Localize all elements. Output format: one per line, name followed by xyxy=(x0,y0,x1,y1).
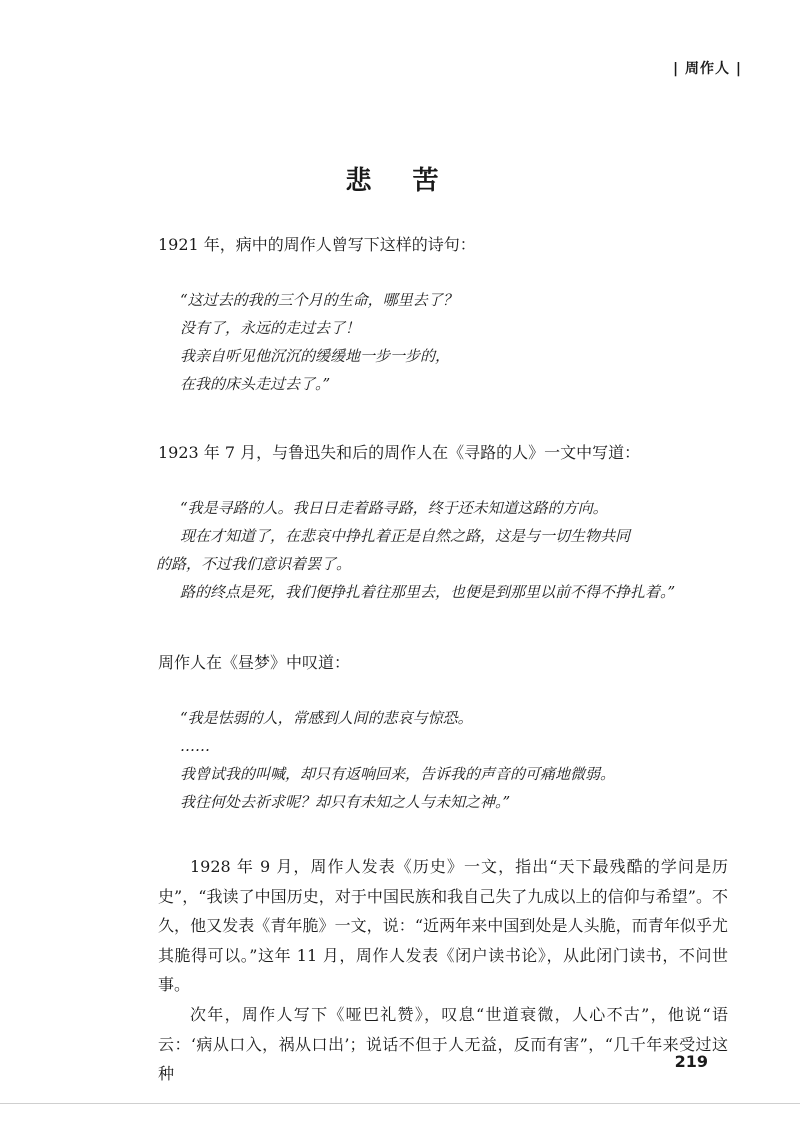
essay-quote xyxy=(180,704,725,816)
body-text xyxy=(158,852,728,1089)
section-intro: 周作人在《昼梦》中叹道： xyxy=(158,653,351,672)
quote-line: 的路，不过我们意识着罢了。 xyxy=(156,555,352,573)
page-number: 219 xyxy=(674,1052,708,1071)
body-paragraph: 次年，周作人写下《哑巴礼赞》，叹息“世道衰微，人心不古”，他说“语云：‘病从口入，祸从口出’；说话不但于人无益，反而有害”，“几千年来受过这种 xyxy=(158,1004,728,1084)
quote-line: 没有了，永远的走过去了！ xyxy=(180,319,361,337)
running-head: | 周作人 | xyxy=(673,61,742,77)
quote-line: …… xyxy=(180,737,210,755)
quote-line: 现在才知道了，在悲哀中挣扎着正是自然之路，这是与一切生物共同 xyxy=(180,527,631,545)
essay-quote xyxy=(156,494,725,606)
quote-line: 路的终点是死，我们便挣扎着往那里去，也便是到那里以前不得不挣扎着。” xyxy=(180,583,676,601)
quote-line: “我是寻路的人。我日日走着路寻路，终于还未知道这路的方向。 xyxy=(180,499,608,517)
chapter-title: 悲 苦 xyxy=(345,166,455,196)
quote-line: 我往何处去祈求呢？却只有未知之人与未知之神。” xyxy=(180,793,511,811)
quote-line: “这过去的我的三个月的生命，哪里去了？ xyxy=(180,291,458,309)
section-intro: 1921 年，病中的周作人曾写下这样的诗句： xyxy=(158,235,476,254)
body-paragraph: 1928 年 9 月，周作人发表《历史》一文，指出“天下最残酷的学问是历史”，“我读了中国历史，对于中国民族和我自己失了九成以上的信仰与希望”。不久，他又发表《青年脆》一文，说：“近两年来中国到处是人头脆，而青年似乎尤其脆得可以。”这年 11 月，周作人发表《闭户读书论》，从此闭门读书，不问世事。 xyxy=(158,857,728,995)
section-intro: 1923 年 7 月，与鲁迅失和后的周作人在《寻路的人》一文中写道： xyxy=(158,443,641,462)
quote-line: 我曾试我的叫喊，却只有返响回来，告诉我的声音的可痛地微弱。 xyxy=(180,765,616,783)
scan-edge-line xyxy=(0,1103,800,1104)
poem-quote xyxy=(180,286,725,398)
quote-line: 我亲自听见他沉沉的缓缓地一步一步的， xyxy=(180,347,451,365)
quote-line: 在我的床头走过去了。” xyxy=(180,375,331,393)
quote-line: “我是怯弱的人，常感到人间的悲哀与惊恐。 xyxy=(180,709,473,727)
